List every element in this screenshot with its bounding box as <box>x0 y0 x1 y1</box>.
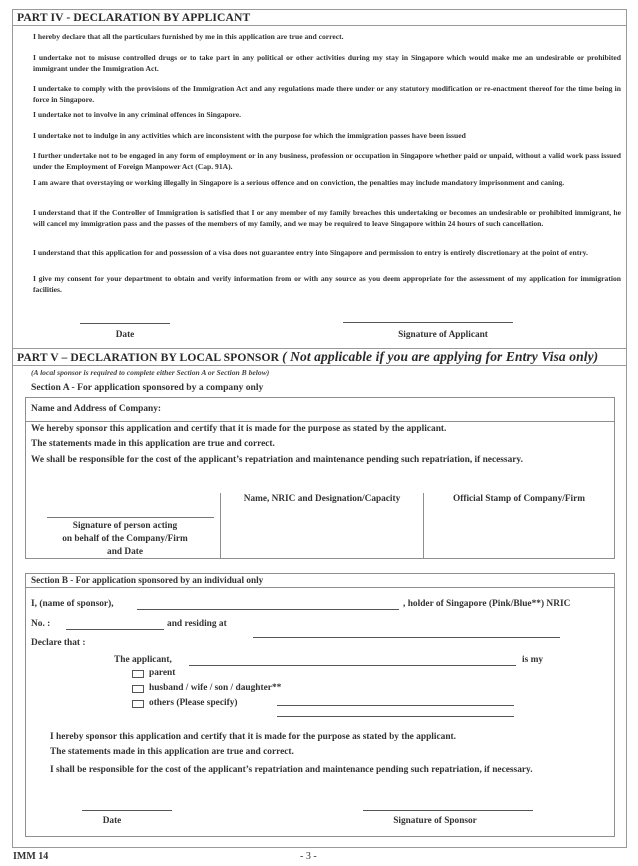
spouse-child-checkbox[interactable] <box>132 685 144 693</box>
company-signature-label-line-3: and Date <box>107 547 143 557</box>
sponsor-date-label: Date <box>102 816 122 826</box>
name-nric-designation-field[interactable] <box>224 510 420 556</box>
section-a-divider <box>25 421 615 422</box>
applicant-name-field[interactable] <box>189 665 516 666</box>
nric-number-label: No. : <box>31 619 51 629</box>
part4-header <box>12 9 627 26</box>
section-a-col-divider-2 <box>423 493 424 559</box>
applicant-date-line[interactable] <box>80 323 170 324</box>
parent-label: parent <box>149 668 176 678</box>
declaration-10: I give my consent for your department to obtain and verify information from or with any source as you deem appropriate for the assessment of my application for immigration facilities. <box>33 274 621 294</box>
others-specify-field-2[interactable] <box>277 716 514 717</box>
applicant-date-label: Date <box>115 330 135 340</box>
section-b-divider <box>25 587 615 588</box>
is-my-label: is my <box>522 655 544 665</box>
official-stamp-area[interactable] <box>427 510 611 556</box>
part5-title: PART V – DECLARATION BY LOCAL SPONSOR <box>17 351 280 364</box>
page-number: - 3 - <box>300 851 317 862</box>
company-name-address-field[interactable] <box>210 401 605 419</box>
declaration-7: I am aware that overstaying or working illegally in Singapore is a serious offence and on conviction, the penalties may include mandatory imprisonment and caning. <box>33 178 565 187</box>
company-signature-label-line-1: Signature of person acting <box>72 521 178 531</box>
section-a-title: Section A - For application sponsored by a company only <box>31 382 264 393</box>
declaration-2: I undertake not to misuse controlled drugs or to take part in any political or other activities during my stay in Singapore which would make me an undesirable or prohibited immigrant under the Immigration Act. <box>33 53 621 73</box>
form-code: IMM 14 <box>13 851 49 862</box>
declaration-5: I undertake not to indulge in any activities which are inconsistent with the purpose for which the immigration passes have been issued <box>33 131 466 140</box>
name-nric-designation-label: Name, NRIC and Designation/Capacity <box>243 494 401 504</box>
parent-checkbox[interactable] <box>132 670 144 678</box>
sponsor-signature-line[interactable] <box>363 810 533 811</box>
part5-title-note: ( Not applicable if you are applying for Entry Visa only) <box>282 349 599 364</box>
declaration-1: I hereby declare that all the particulars furnished by me in this application are true and correct. <box>33 32 344 41</box>
company-name-address-label: Name and Address of Company: <box>31 404 162 414</box>
part4-title: PART IV - DECLARATION BY APPLICANT <box>17 11 251 24</box>
section-b-statement-1: I hereby sponsor this application and certify that it is made for the purpose as stated by the applicant. <box>50 732 457 742</box>
applicant-label: The applicant, <box>114 655 172 665</box>
applicant-signature-label: Signature of Applicant <box>398 330 488 340</box>
others-label: others (Please specify) <box>149 698 238 708</box>
section-b-title: Section B - For application sponsored by an individual only <box>31 575 264 585</box>
part5-instruction: (A local sponsor is required to complete either Section A or Section B below) <box>31 368 270 377</box>
residing-at-label: and residing at <box>167 619 227 629</box>
declaration-3: I undertake to comply with the provisions of the Immigration Act and any regulations made there under or any statutory modification or re-enactment thereof for the time being in force in Singapore. <box>33 84 621 104</box>
section-a-col-divider-1 <box>220 493 221 559</box>
declare-that-label: Declare that : <box>31 638 86 648</box>
declaration-6: I further undertake not to be engaged in any form of employment or in any business, profession or occupation in Singapore whether paid or unpaid, without a valid work pass issued under the Employment of Foreign Manpower Act (Cap. 91A). <box>33 151 621 171</box>
sponsor-name-field[interactable] <box>137 609 399 610</box>
sponsor-name-prefix: I, (name of sponsor), <box>31 599 114 609</box>
others-checkbox[interactable] <box>132 700 144 708</box>
section-b-statement-2: The statements made in this application are true and correct. <box>50 747 294 757</box>
residential-address-field[interactable] <box>253 637 560 638</box>
nric-number-field[interactable] <box>66 629 164 630</box>
declaration-4: I undertake not to involve in any criminal offences in Singapore. <box>33 110 242 119</box>
part5-header <box>12 348 627 366</box>
official-stamp-label: Official Stamp of Company/Firm <box>453 494 585 504</box>
sponsor-signature-label: Signature of Sponsor <box>393 816 477 826</box>
section-a-statement-3: We shall be responsible for the cost of the applicant’s repatriation and maintenance pending such repatriation, if necessary. <box>31 455 523 465</box>
applicant-signature-line[interactable] <box>343 322 513 323</box>
company-signature-label-line-2: on behalf of the Company/Firm <box>62 534 188 544</box>
sponsor-date-line[interactable] <box>82 810 172 811</box>
section-a-statement-1: We hereby sponsor this application and certify that it is made for the purpose as stated by the applicant. <box>31 424 447 434</box>
others-specify-field-1[interactable] <box>277 705 514 706</box>
section-b-statement-3: I shall be responsible for the cost of the applicant’s repatriation and maintenance pending such repatriation, if necessary. <box>50 765 533 775</box>
sponsor-name-suffix: , holder of Singapore (Pink/Blue**) NRIC <box>403 599 571 609</box>
declaration-8: I understand that if the Controller of Immigration is satisfied that I or any member of my family breaches this undertaking or becomes an undesirable or prohibited immigrant, he will cancel my immigration pass and the passes of the members of my family, and we may be required to leave Singapore within 24 hours of such cancellation. <box>33 208 621 228</box>
declaration-9: I understand that this application for and possession of a visa does not guarantee entry into Singapore and permission to entry is entirely discretionary at the point of entry. <box>33 248 588 257</box>
company-signature-label <box>30 520 220 559</box>
section-a-statement-2: The statements made in this application are true and correct. <box>31 439 275 449</box>
company-signature-line[interactable] <box>47 517 214 518</box>
spouse-child-label: husband / wife / son / daughter** <box>149 683 282 693</box>
